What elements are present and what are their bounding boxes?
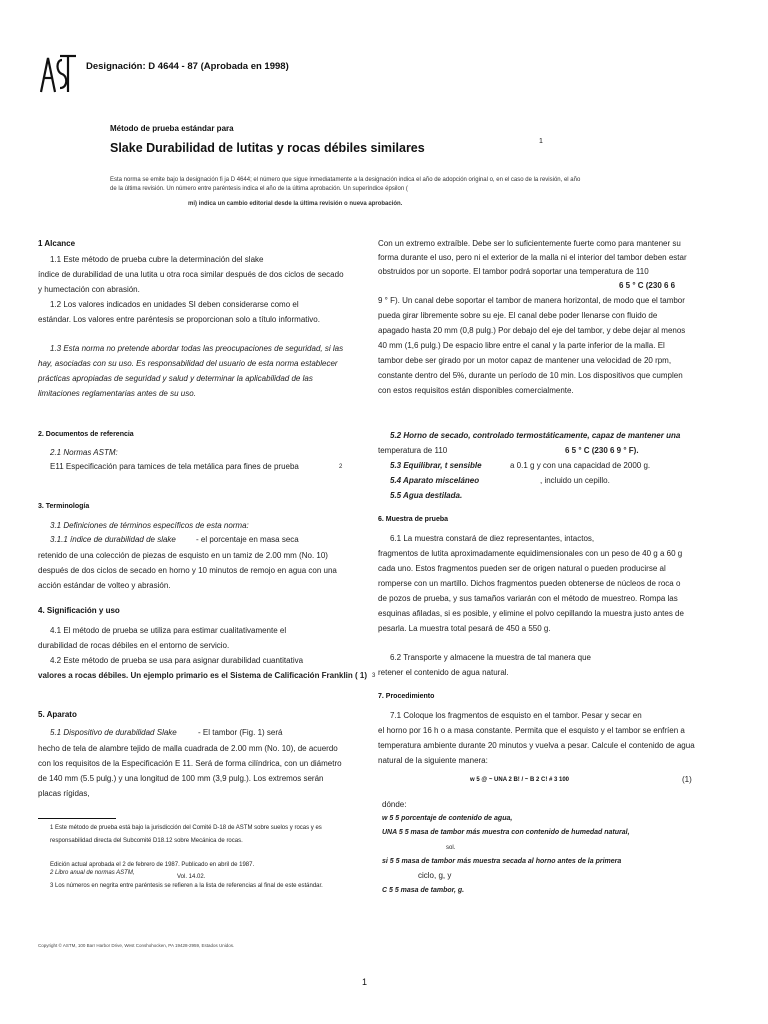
paragraph-line: 4.2 Este método de prueba se usa para asignar durabilidad cuantitativa bbox=[50, 656, 304, 665]
paragraph-line: de 140 mm (5.5 pulg.) y una longitud de 100 mm (3,9 pulg.). Los extremos serán bbox=[38, 774, 324, 783]
paragraph-line: después de dos ciclos de secado en horno y 10 minutos de remojo en agua con una bbox=[38, 566, 337, 575]
section-heading: 3. Terminología bbox=[38, 503, 90, 510]
paragraph-line: 5.3 Equilibrar, t sensible bbox=[390, 461, 482, 470]
paragraph-line: temperatura ambiente durante 20 minutos y vuelva a pesar. Calcule el contenido de agua bbox=[378, 741, 695, 750]
variable-definition: C 5 5 masa de tambor, g. bbox=[382, 887, 465, 894]
paragraph-line: pesarla. La muestra total pesará de 450 a 550 g. bbox=[378, 624, 551, 633]
paragraph-line: hecho de tela de alambre tejido de malla cuadrada de 2.00 mm (No. 10), de acuerdo bbox=[38, 744, 338, 753]
paragraph-line: 6 5 ° C (230 6 6 bbox=[619, 281, 676, 290]
paragraph-line: y humectación con abrasión. bbox=[38, 285, 140, 294]
paragraph-line: a 0.1 g y con una capacidad de 2000 g. bbox=[510, 461, 651, 470]
paragraph-line: de pozos de prueba, y sus tamaños variarán con el método de muestreo. Rompa las bbox=[378, 594, 678, 603]
intro-line: mi) indica un cambio editorial desde la última revisión o nueva aprobación. bbox=[188, 201, 403, 207]
section-heading: 1 Alcance bbox=[38, 239, 76, 248]
designation: Designación: D 4644 - 87 (Aprobada en 1998) bbox=[86, 61, 289, 72]
copyright: Copyright © ASTM, 100 Barr Harbor Drive, West Conshohocken, PA 19428-2959, Estados Unidos. bbox=[38, 943, 235, 948]
page-number: 1 bbox=[362, 977, 368, 987]
paragraph-line: valores a rocas débiles. Un ejemplo primario es el Sistema de Calificación Franklin ( 1) bbox=[38, 671, 368, 680]
footnote-rule bbox=[38, 818, 116, 819]
paragraph-line: con estos requisitos están disponibles comercialmente. bbox=[378, 386, 574, 395]
paragraph-line: 6.1 La muestra constará de diez representantes, intactos, bbox=[390, 534, 595, 543]
equation: w 5 @ ~ UNA 2 B! / ~ B 2 C! # 3 100 bbox=[470, 777, 569, 783]
where-label: dónde: bbox=[382, 800, 407, 809]
paragraph-line: E11 Especificación para tamices de tela metálica para fines de prueba bbox=[50, 462, 299, 471]
paragraph-line: 9 ° F). Un canal debe soportar el tambor de manera horizontal, de modo que el tambor bbox=[378, 296, 685, 305]
footnote: Edición actual aprobada el 2 de febrero de 1987. Publicado en abril de 1987. bbox=[50, 862, 255, 868]
footnote: responsabilidad directa del Subcomité D18.12 sobre Mecánica de rocas. bbox=[50, 838, 243, 844]
paragraph-line: temperatura de 110 bbox=[378, 446, 448, 455]
paragraph-line: forma durante el uso, pero ni el exterior de la malla ni el interior del tambor deben estar bbox=[378, 253, 687, 262]
paragraph-line: apagado hasta 20 mm (0,8 pulg.) Por debajo del eje del tambor, y debe dejar al menos bbox=[378, 326, 686, 335]
paragraph-line: 3.1 Definiciones de términos específicos de esta norma: bbox=[50, 521, 249, 530]
paragraph-line: romperse con un martillo. Dichos fragmentos pueden obtenerse de núcleos de roca o bbox=[378, 579, 681, 588]
astm-logo bbox=[38, 52, 78, 96]
paragraph-line: 40 mm (1,6 pulg.) De espacio libre entre el canal y la parte inferior de la malla. El bbox=[378, 341, 665, 350]
paragraph-line: - el porcentaje en masa seca bbox=[196, 535, 299, 544]
paragraph-line: 1.1 Este método de prueba cubre la determinación del slake bbox=[50, 255, 264, 264]
paragraph-line: durabilidad de rocas débiles en el entorno de servicio. bbox=[38, 641, 230, 650]
paragraph-line: natural de la siguiente manera: bbox=[378, 756, 488, 765]
footnote-ref: 3 bbox=[372, 673, 376, 679]
section-heading: 4. Significación y uso bbox=[38, 606, 120, 615]
paragraph-line: acción estándar de volteo y abrasión. bbox=[38, 581, 171, 590]
section-heading: 7. Procedimiento bbox=[378, 693, 435, 700]
document-title: Slake Durabilidad de lutitas y rocas débiles similares bbox=[110, 141, 425, 155]
paragraph-line: índice de durabilidad de una lutita u otra roca similar después de dos ciclos de secado bbox=[38, 270, 344, 279]
variable-definition: sol. bbox=[446, 845, 456, 851]
paragraph-line: 5.1 Dispositivo de durabilidad Slake bbox=[50, 728, 177, 737]
paragraph-line: Con un extremo extraíble. Debe ser lo suficientemente fuerte como para mantener su bbox=[378, 239, 681, 248]
paragraph-line: 6.2 Transporte y almacene la muestra de tal manera que bbox=[390, 653, 591, 662]
safety-line: limitaciones reglamentarias antes de su uso. bbox=[38, 389, 196, 398]
footnote: 2 Libro anual de normas ASTM, bbox=[50, 870, 135, 876]
paragraph-line: 4.1 El método de prueba se utiliza para estimar cualitativamente el bbox=[50, 626, 287, 635]
paragraph-line: placas rígidas, bbox=[38, 789, 90, 798]
variable-definition: UNA 5 5 masa de tambor más muestra con contenido de humedad natural, bbox=[382, 829, 630, 836]
paragraph-line: 5.5 Agua destilada. bbox=[390, 491, 463, 500]
paragraph-line: obstruidos por un soporte. El tambor podrá soportar una temperatura de 110 bbox=[378, 267, 649, 276]
paragraph-line: - El tambor (Fig. 1) será bbox=[198, 728, 283, 737]
paragraph-line: retenido de una colección de piezas de esquisto en un tamiz de 2.00 mm (No. 10) bbox=[38, 551, 328, 560]
method-label: Método de prueba estándar para bbox=[110, 124, 234, 133]
section-heading: 5. Aparato bbox=[38, 710, 77, 719]
title-superscript: 1 bbox=[539, 138, 543, 145]
safety-line: hay, asociadas con su uso. Es responsabilidad del usuario de esta norma establecer bbox=[38, 359, 338, 368]
variable-definition: w 5 5 porcentaje de contenido de agua, bbox=[382, 815, 513, 822]
paragraph-line: 6 5 ° C (230 6 9 ° F). bbox=[565, 446, 639, 455]
paragraph-line: retener el contenido de agua natural. bbox=[378, 668, 509, 677]
safety-line: prácticas apropiadas de seguridad y salud y determinar la aplicabilidad de las bbox=[38, 374, 313, 383]
equation-number: (1) bbox=[682, 775, 692, 784]
paragraph-line: 7.1 Coloque los fragmentos de esquisto en el tambor. Pesar y secar en bbox=[390, 711, 642, 720]
section-heading: 2. Documentos de referencia bbox=[38, 431, 134, 438]
paragraph-line: 3.1.1 índice de durabilidad de slake bbox=[50, 535, 176, 544]
paragraph-line: 1.2 Los valores indicados en unidades SI deben considerarse como el bbox=[50, 300, 299, 309]
variable-definition: ciclo, g, y bbox=[418, 871, 452, 880]
paragraph-line: esquinas afiladas, si es posible, y elimine el polvo cepillando la muestra justo antes de bbox=[378, 609, 684, 618]
paragraph-line: , incluido un cepillo. bbox=[540, 476, 610, 485]
intro-line: de la última revisión. Un número entre paréntesis indica el año de la última aprobación. Un superíndice épsilon ( bbox=[110, 186, 408, 192]
paragraph-line: 5.4 Aparato misceláneo bbox=[390, 476, 480, 485]
footnote: 1 Este método de prueba está bajo la jurisdicción del Comité D-18 de ASTM sobre suelos y rocas y es bbox=[50, 825, 322, 831]
paragraph-line: el horno por 16 h o a masa constante. Permita que el esquisto y el tambor se enfríen a bbox=[378, 726, 685, 735]
footnote: Vol. 14.02. bbox=[177, 874, 206, 880]
paragraph-line: 5.2 Horno de secado, controlado termostáticamente, capaz de mantener una bbox=[390, 431, 681, 440]
safety-line: 1.3 Esta norma no pretende abordar todas las preocupaciones de seguridad, si las bbox=[50, 344, 344, 353]
paragraph-line: fragmentos de lutita aproximadamente equidimensionales con un peso de 40 g a 60 g bbox=[378, 549, 683, 558]
paragraph-line: estándar. Los valores entre paréntesis se proporcionan solo a título informativo. bbox=[38, 315, 320, 324]
paragraph-line: pueda girar libremente sobre su eje. El canal debe poder llenarse con fluido de bbox=[378, 311, 658, 320]
section-heading: 6. Muestra de prueba bbox=[378, 516, 449, 523]
paragraph-line: cada uno. Estos fragmentos pueden ser de origen natural o pueden producirse al bbox=[378, 564, 666, 573]
footnote: 3 Los números en negrita entre paréntesis se refieren a la lista de referencias al final de este estándar. bbox=[50, 883, 323, 889]
paragraph-line: con los requisitos de la Especificación E 11. Será de forma cilíndrica, con un diámetro bbox=[38, 759, 342, 768]
paragraph-line: 2.1 Normas ASTM: bbox=[50, 448, 118, 457]
footnote-ref: 2 bbox=[339, 464, 343, 470]
paragraph-line: tambor debe ser girado por un motor capaz de mantener una velocidad de 20 rpm, bbox=[378, 356, 672, 365]
variable-definition: si 5 5 masa de tambor más muestra secada al horno antes de la primera bbox=[382, 858, 622, 865]
intro-line: Esta norma se emite bajo la designación fi ja D 4644; el número que sigue inmediatamente a la designación indica el año de adopción original o, en el caso de la revisión, el año bbox=[110, 177, 581, 183]
paragraph-line: constante dentro del 5%, durante un período de 10 min. Los dispositivos que cumplen bbox=[378, 371, 683, 380]
